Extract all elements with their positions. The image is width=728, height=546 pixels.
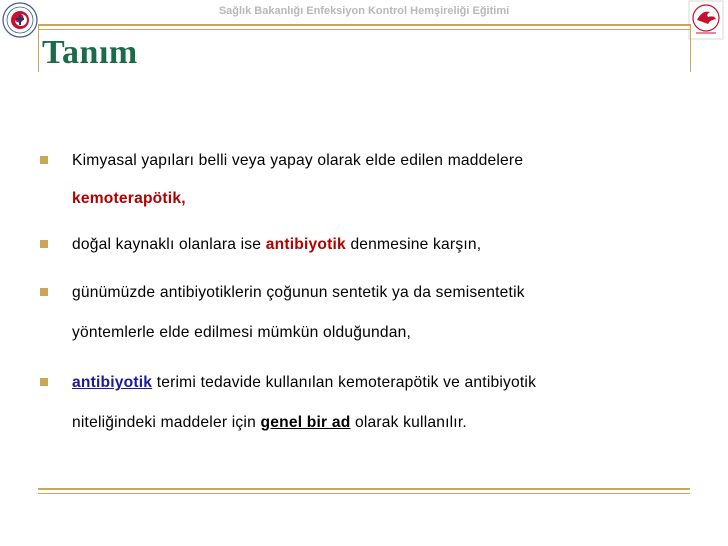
bullet-item (36, 150, 676, 228)
right-rule (690, 24, 691, 72)
term-kemoterapotik: kemoterapötik, (72, 190, 186, 207)
square-bullet-icon (40, 288, 48, 296)
bullet-text: niteliğindeki maddeler için (72, 414, 261, 431)
term-antibiyotik: antibiyotik (265, 236, 346, 253)
slide-header: Sağlık Bakanlığı Enfeksiyon Kontrol Hemşireliği Eğitimi (218, 5, 510, 17)
slide-title: Tanım (42, 34, 138, 71)
bullet-text: olarak kullanılır. (350, 414, 467, 431)
bullet-item (36, 372, 676, 456)
top-rule-thick (38, 24, 690, 26)
square-bullet-icon (40, 156, 48, 164)
term-antibiyotik-link[interactable]: antibiyotik (72, 374, 153, 391)
bullet-list (36, 150, 676, 462)
square-bullet-icon (40, 378, 48, 386)
bottom-rule-thick (38, 488, 690, 490)
bird-logo-icon (688, 0, 724, 40)
bullet-item (36, 282, 676, 366)
term-genel-bir-ad: genel bir ad (260, 414, 351, 431)
top-rule-thin (38, 29, 690, 30)
bottom-rule-thin (38, 493, 690, 494)
square-bullet-icon (40, 240, 48, 248)
bullet-text: denmesine karşın, (345, 236, 482, 253)
bullet-text: yöntemlerle elde edilmesi mümkün olduğundan, (72, 324, 412, 341)
bullet-text: doğal kaynaklı olanlara ise (72, 236, 266, 253)
bullet-text: günümüzde antibiyotiklerin çoğunun sentetik ya da semisentetik (72, 284, 525, 301)
bullet-item (36, 234, 676, 276)
bullet-text: Kimyasal yapıları belli veya yapay olarak elde edilen maddelere (72, 152, 524, 169)
bullet-text: terimi tedavide kullanılan kemoterapötik ve antibiyotik (152, 374, 537, 391)
left-rule (38, 24, 39, 72)
